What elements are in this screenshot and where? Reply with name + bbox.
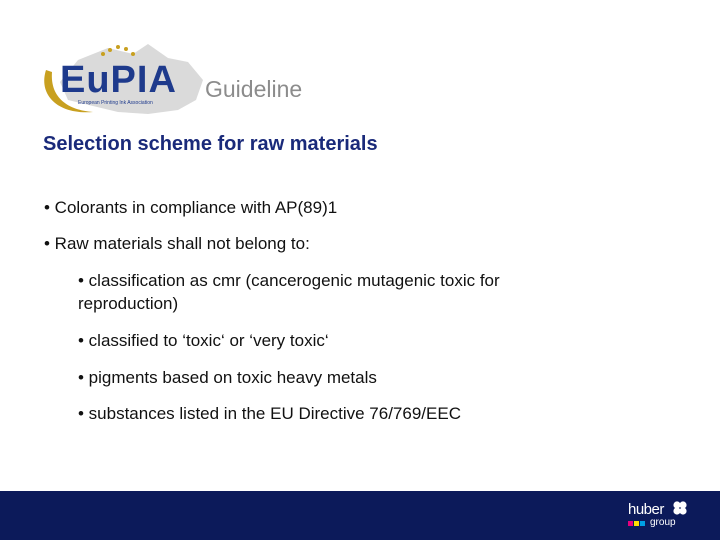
sub-bullet-eu-directive: • substances listed in the EU Directive 76/769/EEC: [78, 404, 461, 423]
logo-text: EuPIA: [60, 59, 177, 101]
logo-subtitle: European Printing Ink Association: [78, 100, 153, 106]
huber-color-squares: [628, 521, 652, 527]
huber-flower-icon: [672, 500, 688, 516]
huber-group-logo: [628, 499, 688, 535]
huber-group-label: group: [650, 517, 676, 528]
page-title: Selection scheme for raw materials: [43, 133, 378, 155]
sub-bullet-toxic: • classified to ‘toxic‘ or ‘very toxic‘: [78, 331, 329, 350]
bullet-raw-materials: • Raw materials shall not belong to:: [44, 234, 310, 253]
bullet-colorants: • Colorants in compliance with AP(89)1: [44, 198, 338, 217]
guideline-label: Guideline: [205, 76, 303, 102]
huber-brand: huber: [628, 501, 664, 518]
footer-bar: [0, 491, 720, 540]
eupia-logo: [38, 40, 218, 120]
sub-bullet-heavy-metals: • pigments based on toxic heavy metals: [78, 368, 377, 387]
sub-bullet-cmr: • classification as cmr (cancerogenic mutagenic toxic for reproduction): [78, 271, 500, 313]
